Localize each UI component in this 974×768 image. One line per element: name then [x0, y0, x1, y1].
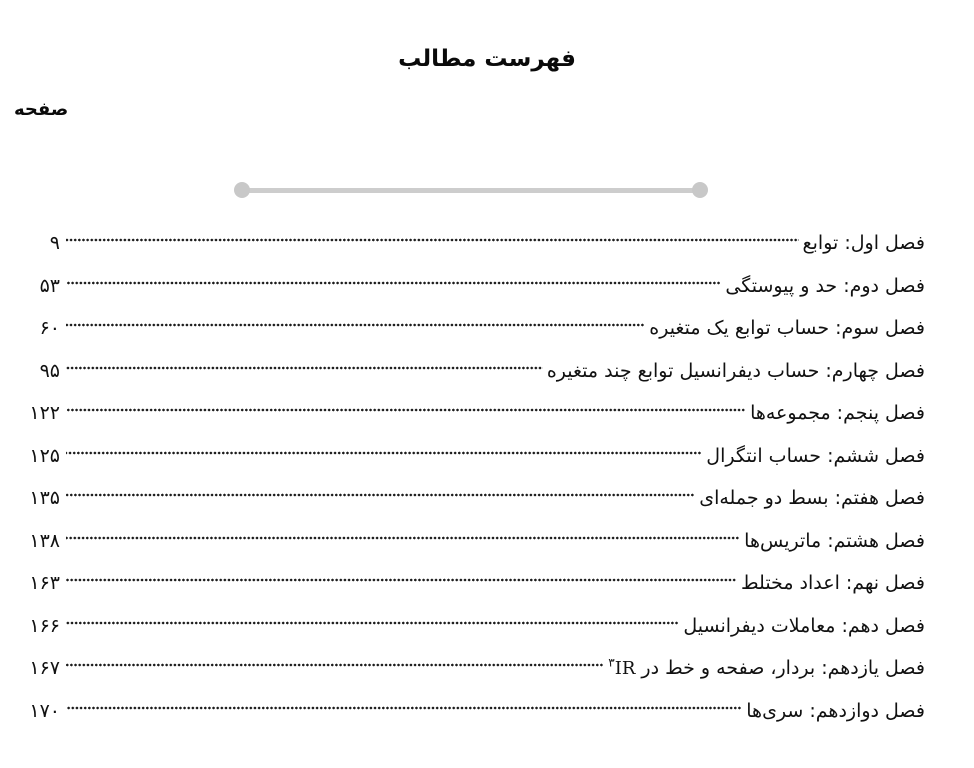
toc-entry-page-number: ۱۶۶ [29, 614, 60, 637]
toc-entry[interactable] [0, 489, 974, 532]
toc-entry[interactable] [0, 574, 974, 617]
toc-leader-dots [66, 362, 543, 374]
toc-leader-dots [66, 319, 645, 331]
toc-entry[interactable] [0, 234, 974, 277]
toc-entry-title: فصل هشتم: ماتریس‌ها [744, 529, 925, 552]
toc-leader-dots [66, 404, 746, 416]
toc-entry[interactable] [0, 655, 974, 702]
slider-track[interactable] [242, 188, 700, 193]
toc-entry-title: فصل پنجم: مجموعه‌ها [750, 402, 925, 424]
toc-leader-dots [66, 489, 695, 501]
slider-handle-right[interactable] [692, 182, 708, 198]
toc-entry-page-number: ۱۶۷ [29, 657, 60, 679]
toc-entry-title: فصل دوازدهم: سری‌ها [746, 699, 925, 722]
toc-leader-dots [66, 277, 721, 289]
toc-entry-page-number: ۱۷۰ [29, 699, 60, 722]
toc-entry-title: فصل چهارم: حساب دیفرانسیل توابع چند متغیره [546, 359, 925, 382]
toc-leader-dots [66, 447, 702, 459]
toc-entry-title-latin: IR [614, 658, 636, 679]
toc-entry-page-number: ۶۰ [39, 317, 60, 339]
toc-entry[interactable] [0, 529, 974, 575]
toc-entry-title: فصل سوم: حساب توابع یک متغیره [649, 317, 925, 339]
toc-entry-title-superscript: ۳ [608, 655, 615, 670]
toc-leader-dots [66, 234, 799, 246]
toc-entry-title: فصل ششم: حساب انتگرال [706, 444, 925, 467]
toc-entry-page-number: ۵۳ [39, 274, 60, 297]
page-column-label: صفحه [14, 99, 69, 120]
toc-entry-title: فصل دهم: معاملات دیفرانسیل [683, 614, 925, 637]
toc-entry[interactable] [0, 404, 974, 447]
toc-leader-dots [66, 532, 740, 544]
toc-entry[interactable] [0, 319, 974, 362]
toc-entry-page-number: ۱۲۵ [29, 444, 60, 467]
toc-entry[interactable] [0, 359, 974, 405]
page-title: فهرست مطالب [398, 46, 576, 72]
toc-leader-dots [66, 617, 679, 629]
toc-entry-title: فصل اول: توابع [802, 232, 925, 254]
toc-leader-dots [66, 702, 742, 714]
toc-leader-dots [66, 659, 604, 671]
toc-entry[interactable] [0, 699, 974, 745]
toc-entry-page-number: ۱۲۲ [29, 402, 60, 424]
toc-entry-page-number: ۱۶۳ [29, 572, 60, 594]
toc-entry-title: فصل هفتم: بسط دو جمله‌ای [699, 487, 925, 509]
toc-entry[interactable] [0, 614, 974, 660]
slider-handle-left[interactable] [234, 182, 250, 198]
toc-entry[interactable] [0, 444, 974, 490]
toc-entry-page-number: ۹ [49, 232, 60, 254]
toc-entry-page-number: ۱۳۵ [29, 487, 60, 509]
toc-leader-dots [66, 574, 737, 586]
toc-entry-page-number: ۹۵ [39, 359, 60, 382]
toc-entry[interactable] [0, 274, 974, 320]
toc-entry-title: فصل دوم: حد و پیوستگی [725, 274, 925, 297]
horizontal-divider-slider[interactable] [234, 182, 708, 199]
toc-entry-page-number: ۱۳۸ [29, 529, 60, 552]
toc-entry-title: فصل نهم: اعداد مختلط [741, 572, 925, 594]
table-of-contents [0, 234, 974, 744]
toc-entry-title: فصل یازدهم: بردار، صفحه و خط در $IR^۳$ [608, 655, 925, 679]
